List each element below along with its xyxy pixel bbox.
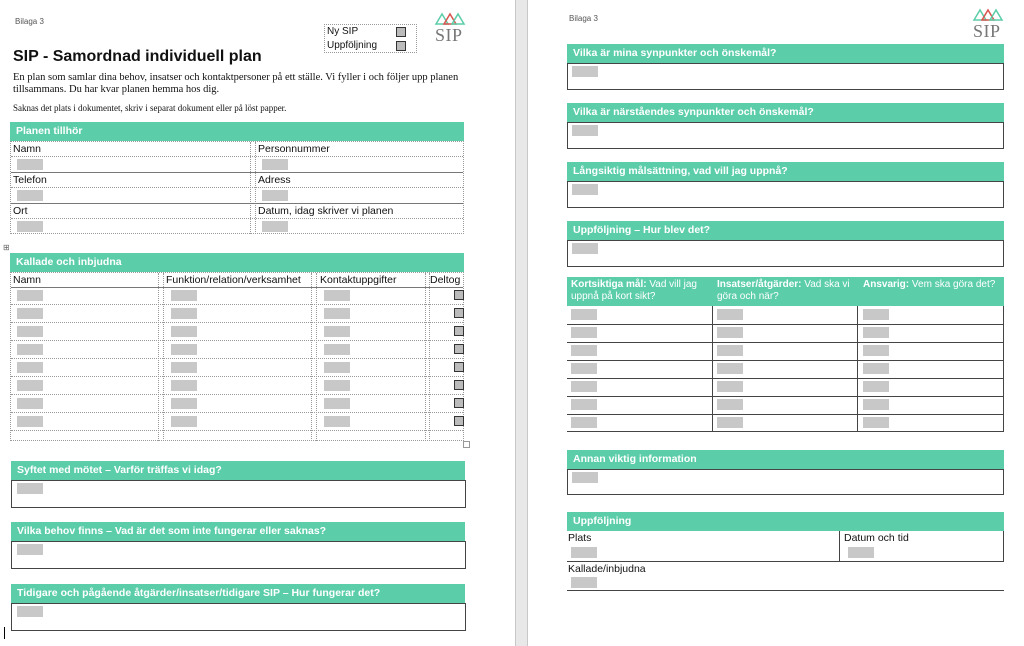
invited-table <box>10 272 464 441</box>
attended-checkbox[interactable] <box>454 344 464 354</box>
short-term-goals-header: Kortsiktiga mål: Vad vill jag uppnå på kort sikt? <box>571 279 697 302</box>
datetime-label: Datum och tid <box>844 532 909 544</box>
other-info-field[interactable] <box>572 472 598 483</box>
invited-function-field[interactable] <box>171 290 197 301</box>
attended-checkbox[interactable] <box>454 326 464 336</box>
table-move-icon[interactable]: ⊞ <box>3 243 10 252</box>
action-field[interactable] <box>717 381 743 392</box>
invited-name-field[interactable] <box>17 290 43 301</box>
invited-function-field[interactable] <box>171 362 197 373</box>
invited-header: Kallade och inbjudna <box>10 253 464 272</box>
col-contact-header: Kontaktuppgifter <box>320 274 397 286</box>
responsible-field[interactable] <box>863 381 889 392</box>
my-views-header: Vilka är mina synpunkter och önskemål? <box>567 44 1004 63</box>
invited-contact-field[interactable] <box>324 416 350 427</box>
address-label: Adress <box>258 174 291 186</box>
actions-header: Insatser/åtgärder: Vad ska vi göra och när? <box>717 279 850 302</box>
followup-table <box>567 531 1004 591</box>
relatives-views-box <box>567 122 1004 149</box>
long-term-goal-field[interactable] <box>572 184 598 195</box>
invited-name-field[interactable] <box>17 308 43 319</box>
col-function-header: Funktion/relation/verksamhet <box>166 274 301 286</box>
invited-contact-field[interactable] <box>324 326 350 337</box>
my-views-box <box>567 63 1004 90</box>
plan-type-box <box>324 24 417 53</box>
page-right <box>528 0 1024 646</box>
responsible-field[interactable] <box>863 309 889 320</box>
responsible-header: Ansvarig: Vem ska göra det? <box>863 279 996 290</box>
goals-header-row <box>567 277 1004 306</box>
my-views-field[interactable] <box>572 66 598 77</box>
action-field[interactable] <box>717 345 743 356</box>
other-info-header: Annan viktig information <box>567 450 1004 469</box>
needs-header: Vilka behov finns – Vad är det som inte fungerar eller saknas? <box>11 522 465 541</box>
outcome-header: Uppföljning – Hur blev det? <box>567 221 1004 240</box>
date-field[interactable] <box>262 221 288 232</box>
invited-function-field[interactable] <box>171 308 197 319</box>
personal-number-field[interactable] <box>262 159 288 170</box>
purpose-box <box>11 480 466 508</box>
invited-name-field[interactable] <box>17 398 43 409</box>
action-field[interactable] <box>717 399 743 410</box>
long-term-goal-header: Långsiktig målsättning, vad vill jag uppnå? <box>567 162 1004 181</box>
action-field[interactable] <box>717 417 743 428</box>
appendix-label: Bilaga 3 <box>15 17 44 26</box>
purpose-field[interactable] <box>17 483 43 494</box>
sip-logo <box>434 12 468 44</box>
attended-checkbox[interactable] <box>454 380 464 390</box>
followup-header: Uppföljning <box>567 512 1004 531</box>
invited-contact-field[interactable] <box>324 308 350 319</box>
invited-contact-field[interactable] <box>324 398 350 409</box>
goal-field[interactable] <box>571 345 597 356</box>
attended-checkbox[interactable] <box>454 362 464 372</box>
appendix-label: Bilaga 3 <box>569 14 598 23</box>
goal-field[interactable] <box>571 327 597 338</box>
place-field[interactable] <box>571 547 597 558</box>
outcome-box <box>567 240 1004 267</box>
attended-checkbox[interactable] <box>454 290 464 300</box>
datetime-field[interactable] <box>848 547 874 558</box>
goal-field[interactable] <box>571 309 597 320</box>
responsible-field[interactable] <box>863 363 889 374</box>
action-field[interactable] <box>717 309 743 320</box>
previous-actions-header: Tidigare och pågående åtgärder/insatser/tidigare SIP – Hur fungerar det? <box>11 584 465 603</box>
followup-checkbox[interactable] <box>396 41 406 51</box>
phone-field[interactable] <box>17 190 43 201</box>
invited-name-field[interactable] <box>17 380 43 391</box>
invited-name-field[interactable] <box>17 326 43 337</box>
attended-checkbox[interactable] <box>454 398 464 408</box>
new-sip-label: Ny SIP <box>327 26 359 37</box>
page-gap <box>515 0 528 646</box>
invited-function-field[interactable] <box>171 398 197 409</box>
name-field[interactable] <box>17 159 43 170</box>
city-label: Ort <box>13 205 28 217</box>
logo-triangles-icon <box>972 8 1006 22</box>
name-label: Namn <box>13 143 42 155</box>
date-label: Datum, idag skriver vi planen <box>258 205 394 217</box>
col-attended-header: Deltog <box>430 274 461 286</box>
followup-label: Uppföljning <box>327 40 378 51</box>
followup-invited-label: Kallade/inbjudna <box>568 563 646 575</box>
phone-label: Telefon <box>13 174 47 186</box>
logo-text: SIP <box>435 25 463 45</box>
intro-text: En plan som samlar dina behov, insatser och kontaktpersoner på ett ställe. Vi fyller i och följer upp planen tillsammans. Du har kvar planen hemma hos dig. <box>13 72 459 95</box>
invited-function-field[interactable] <box>171 416 197 427</box>
relatives-views-header: Vilka är närståendes synpunkter och önskemål? <box>567 103 1004 122</box>
invited-function-field[interactable] <box>171 344 197 355</box>
followup-invited-field[interactable] <box>571 577 597 588</box>
text-cursor <box>4 627 5 639</box>
sip-logo <box>972 8 1006 40</box>
col-name-header: Namn <box>13 274 42 286</box>
invited-name-field[interactable] <box>17 416 43 427</box>
needs-box <box>11 541 466 569</box>
new-sip-checkbox[interactable] <box>396 27 406 37</box>
action-field[interactable] <box>717 327 743 338</box>
goals-table <box>567 306 1004 432</box>
purpose-header: Syftet med mötet – Varför träffas vi idag? <box>11 461 465 480</box>
logo-triangles-icon <box>434 12 468 26</box>
other-info-box <box>567 469 1004 495</box>
previous-actions-box <box>11 603 466 631</box>
personal-number-label: Personnummer <box>258 143 330 155</box>
invited-contact-field[interactable] <box>324 290 350 301</box>
responsible-field[interactable] <box>863 417 889 428</box>
table-resize-handle[interactable] <box>463 441 470 448</box>
goal-field[interactable] <box>571 381 597 392</box>
outcome-field[interactable] <box>572 243 598 254</box>
address-field[interactable] <box>262 190 288 201</box>
attended-checkbox[interactable] <box>454 416 464 426</box>
long-term-goal-box <box>567 181 1004 208</box>
owner-header: Planen tillhör <box>10 122 464 141</box>
action-field[interactable] <box>717 363 743 374</box>
invited-contact-field[interactable] <box>324 344 350 355</box>
invited-contact-field[interactable] <box>324 362 350 373</box>
invited-function-field[interactable] <box>171 326 197 337</box>
owner-table <box>10 141 464 234</box>
page-title: SIP - Samordnad individuell plan <box>13 48 262 65</box>
responsible-field[interactable] <box>863 327 889 338</box>
needs-field[interactable] <box>17 544 43 555</box>
goal-field[interactable] <box>571 363 597 374</box>
invited-name-field[interactable] <box>17 344 43 355</box>
invited-contact-field[interactable] <box>324 380 350 391</box>
previous-actions-field[interactable] <box>17 606 43 617</box>
attended-checkbox[interactable] <box>454 308 464 318</box>
responsible-field[interactable] <box>863 399 889 410</box>
goal-field[interactable] <box>571 399 597 410</box>
invited-function-field[interactable] <box>171 380 197 391</box>
place-label: Plats <box>568 532 592 544</box>
note-text: Saknas det plats i dokumentet, skriv i separat dokument eller på löst papper. <box>13 103 287 113</box>
relatives-views-field[interactable] <box>572 125 598 136</box>
invited-name-field[interactable] <box>17 362 43 373</box>
responsible-field[interactable] <box>863 345 889 356</box>
city-field[interactable] <box>17 221 43 232</box>
goal-field[interactable] <box>571 417 597 428</box>
logo-text: SIP <box>973 21 1001 41</box>
